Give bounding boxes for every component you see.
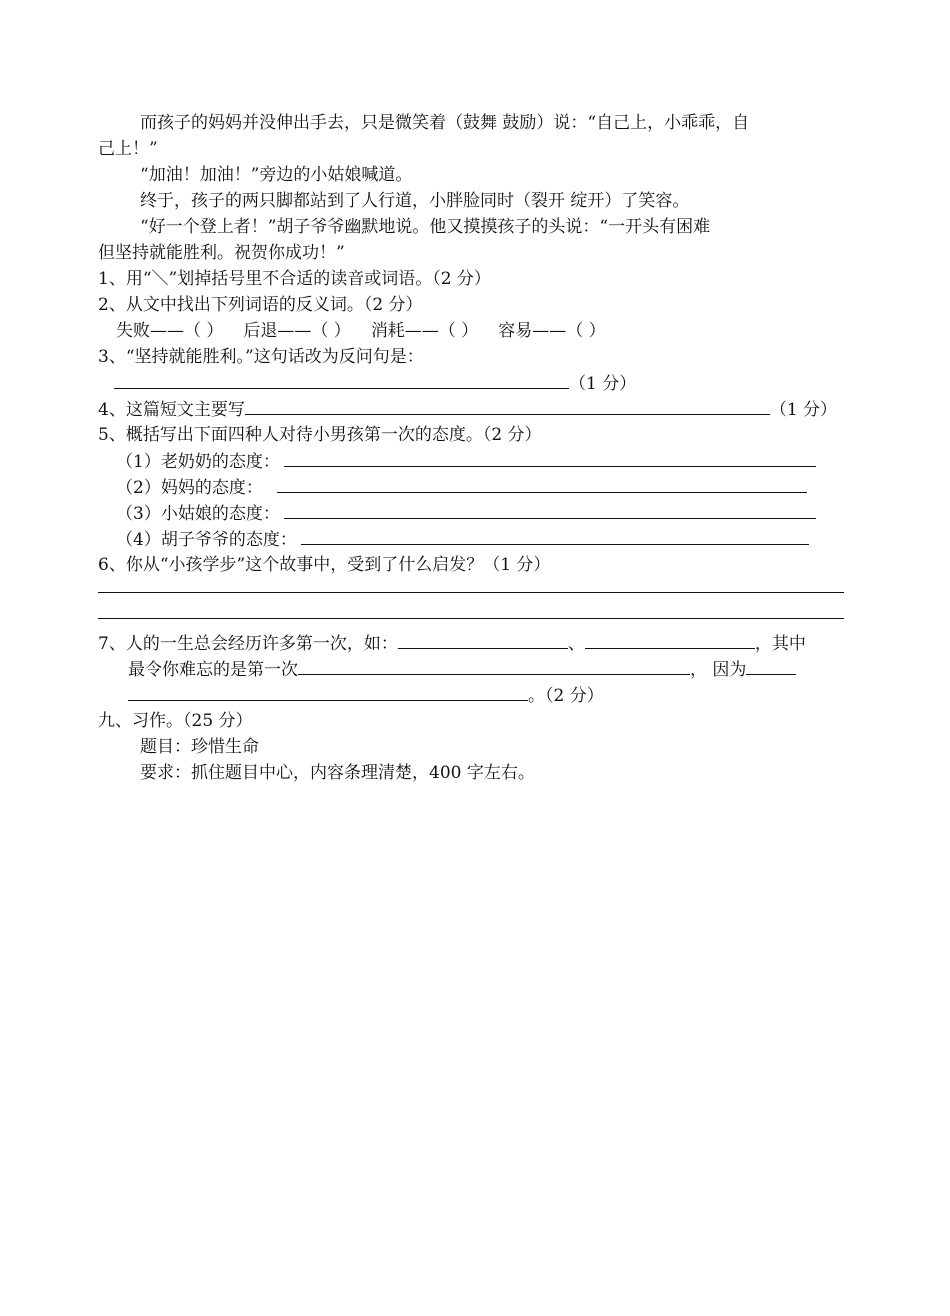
score-label: 。（2 分） bbox=[528, 686, 604, 706]
antonym-item: 后退——（ ） bbox=[243, 321, 351, 341]
answer-blank[interactable] bbox=[585, 630, 755, 649]
question-5-item bbox=[98, 500, 858, 526]
answer-line[interactable] bbox=[98, 578, 858, 604]
question-2: 2、从文中找出下列词语的反义词。（2 分） bbox=[98, 295, 423, 315]
score-label: （1 分） bbox=[769, 400, 838, 420]
question-3-answer bbox=[98, 370, 858, 396]
answer-blank[interactable] bbox=[128, 682, 528, 701]
question-6: 6、你从“小孩学步”这个故事中，受到了什么启发？（1 分） bbox=[98, 555, 551, 575]
attitude-label: （4）胡子爷爷的态度： bbox=[116, 530, 297, 550]
attitude-label: （1）老奶奶的态度： bbox=[116, 452, 280, 472]
answer-blank[interactable] bbox=[284, 500, 816, 519]
antonym-item: 消耗——（ ） bbox=[370, 321, 479, 341]
answer-blank[interactable] bbox=[301, 526, 809, 545]
passage-line: 但坚持就能胜利。祝贺你成功！” bbox=[98, 243, 345, 263]
answer-blank[interactable] bbox=[245, 396, 770, 415]
answer-line[interactable] bbox=[98, 604, 858, 630]
question-4-prefix: 4、这篇短文主要写 bbox=[98, 400, 245, 420]
passage-line: 己上！” bbox=[98, 139, 158, 159]
answer-blank[interactable] bbox=[114, 370, 569, 389]
question-7-text: ，其中 bbox=[754, 634, 806, 654]
passage-line: “好一个登上者！”胡子爷爷幽默地说。他又摸摸孩子的头说：“一开头有困难 bbox=[140, 217, 711, 237]
question-1: 1、用“＼”划掉括号里不合适的读音或词语。（2 分） bbox=[98, 269, 491, 289]
attitude-label: （3）小姑娘的态度： bbox=[116, 504, 280, 524]
answer-blank[interactable] bbox=[298, 656, 690, 675]
attitude-label: （2）妈妈的态度： bbox=[116, 478, 263, 498]
exam-page bbox=[98, 110, 858, 786]
passage-line: 而孩子的妈妈并没伸出手去，只是微笑着（鼓舞 鼓励）说：“自己上，小乖乖，自 bbox=[140, 113, 750, 133]
antonym-item: 容易——（ ） bbox=[498, 321, 606, 341]
passage-line: “加油！加油！”旁边的小姑娘喊道。 bbox=[140, 165, 413, 185]
composition-title: 题目：珍惜生命 bbox=[140, 737, 259, 757]
passage-line: 终于，孩子的两只脚都站到了人行道，小胖脸同时（裂开 绽开）了笑容。 bbox=[140, 191, 690, 211]
question-5-item bbox=[98, 526, 858, 552]
question-7-prefix: 7、人的一生总会经历许多第一次，如： bbox=[98, 634, 398, 654]
question-7-line2 bbox=[98, 656, 858, 682]
answer-blank[interactable] bbox=[398, 630, 568, 649]
question-3: 3、“坚持就能胜利。”这句话改为反问句是： bbox=[98, 347, 424, 367]
question-7 bbox=[98, 630, 858, 656]
answer-blank[interactable] bbox=[284, 448, 816, 467]
answer-blank[interactable] bbox=[277, 474, 807, 493]
composition-requirement: 要求：抓住题目中心，内容条理清楚，400 字左右。 bbox=[140, 763, 535, 783]
score-label: （1 分） bbox=[569, 374, 637, 394]
question-5-item bbox=[98, 448, 858, 474]
composition-heading: 九、习作。（25 分） bbox=[98, 711, 253, 731]
question-7-text: 最令你难忘的是第一次 bbox=[128, 660, 298, 680]
question-2-items bbox=[98, 318, 858, 344]
question-5-item bbox=[98, 474, 858, 500]
antonym-item: 失败——（ ） bbox=[116, 321, 224, 341]
question-4 bbox=[98, 396, 858, 422]
question-5: 5、概括写出下面四种人对待小男孩第一次的态度。（2 分） bbox=[98, 425, 542, 445]
separator: 、 bbox=[567, 634, 585, 654]
question-7-text: ， 因为 bbox=[690, 660, 747, 680]
answer-blank[interactable] bbox=[746, 656, 796, 675]
question-7-line3 bbox=[98, 682, 858, 708]
